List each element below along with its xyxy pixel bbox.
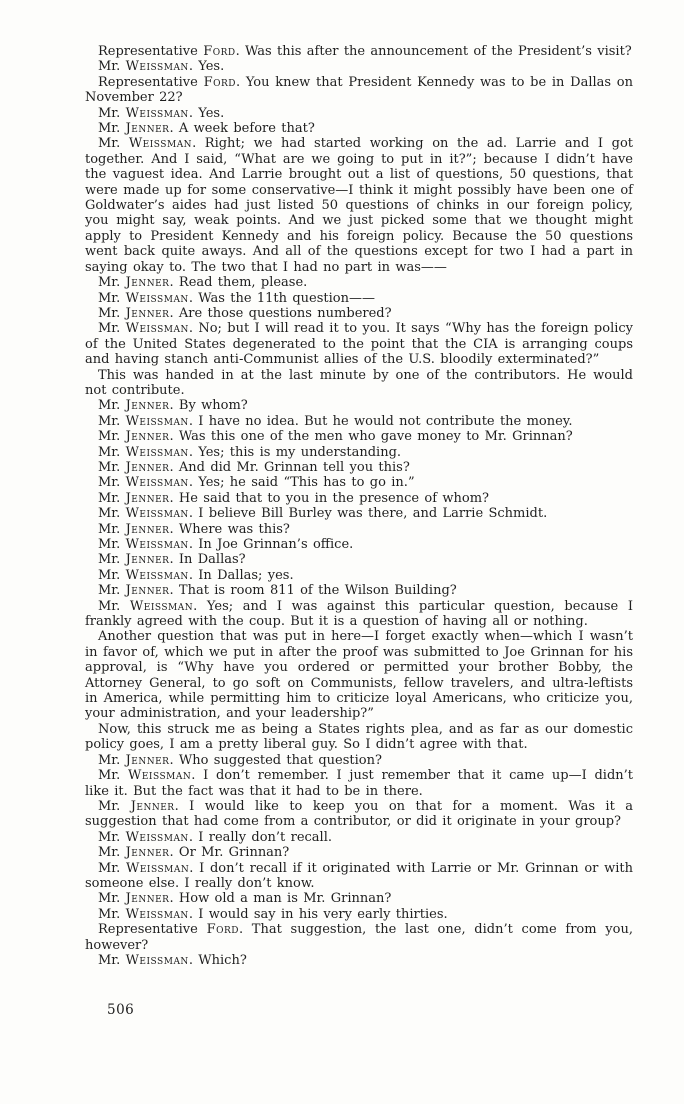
- speaker-prefix: Representative: [98, 44, 204, 59]
- speaker-name: Jenner: [125, 398, 170, 414]
- speech-text: . I have no idea. But he would not contribute the money.: [188, 413, 573, 429]
- transcript-paragraph: [85, 568, 633, 583]
- transcript-paragraph: [85, 907, 633, 922]
- speaker-name: Weissman: [125, 906, 189, 922]
- speaker-prefix: Mr.: [98, 506, 126, 522]
- speaker-prefix: Mr.: [98, 444, 126, 460]
- transcript-paragraph: [85, 475, 633, 490]
- speaker-prefix: Mr.: [98, 59, 126, 75]
- transcript-paragraph: [85, 506, 633, 521]
- speaker-name: Weissman: [129, 598, 194, 614]
- transcript-paragraph: [85, 799, 633, 830]
- speaker-prefix: Mr.: [98, 798, 131, 814]
- speaker-name: Jenner: [125, 521, 170, 537]
- speaker-prefix: Mr.: [98, 490, 126, 506]
- speaker-prefix: Mr.: [98, 952, 126, 968]
- transcript-paragraph: [85, 106, 633, 121]
- speaker-prefix: Mr.: [98, 136, 129, 152]
- transcript-paragraph: [85, 491, 633, 506]
- speech-text: . Are those questions numbered?: [169, 305, 392, 321]
- speech-text: . That suggestion, the last one, didn’t come from you, however?: [85, 922, 633, 953]
- speaker-name: Ford: [203, 44, 236, 59]
- speech-text: . Was the 11th question——: [188, 290, 375, 306]
- speech-text: . He said that to you in the presence of whom?: [169, 490, 490, 506]
- speaker-prefix: Representative: [98, 922, 207, 938]
- speaker-name: Weissman: [125, 290, 189, 306]
- speaker-name: Ford: [203, 74, 236, 90]
- transcript-paragraph: [85, 291, 633, 306]
- speaker-name: Jenner: [125, 583, 170, 599]
- speech-text: . I believe Bill Burley was there, and Larrie Schmidt.: [188, 506, 548, 522]
- transcript-paragraph: [85, 522, 633, 537]
- speaker-prefix: Mr.: [98, 305, 126, 321]
- transcript-paragraph: [85, 861, 633, 892]
- speaker-prefix: Representative: [98, 74, 204, 90]
- speech-text: . You knew that President Kennedy was to be in Dallas on November 22?: [85, 74, 633, 106]
- speech-text: . Was this one of the men who gave money to Mr. Grinnan?: [169, 429, 573, 445]
- speaker-name: Weissman: [125, 444, 189, 460]
- speech-text: . Who suggested that question?: [169, 752, 382, 768]
- speech-text: . By whom?: [169, 398, 248, 414]
- speaker-prefix: Mr.: [98, 429, 126, 445]
- transcript-paragraph: [85, 460, 633, 475]
- speaker-name: Weissman: [125, 829, 189, 845]
- speaker-name: Weissman: [125, 537, 189, 552]
- speaker-prefix: Mr.: [98, 121, 126, 137]
- speaker-name: Weissman: [125, 860, 190, 876]
- transcript-paragraph: [85, 629, 633, 721]
- speech-text: . I would say in his very early thirties.: [188, 906, 448, 922]
- speaker-prefix: Mr.: [98, 768, 128, 784]
- transcript-paragraph: [85, 368, 633, 399]
- speech-text: . Yes; and I was against this particular question, because I frankly agreed with the coup. But it is a question of having all or nothing.: [85, 598, 633, 630]
- transcript-paragraph: [85, 306, 633, 321]
- speaker-prefix: Mr.: [98, 290, 126, 306]
- speaker-prefix: Mr.: [98, 891, 126, 907]
- speaker-name: Jenner: [125, 429, 170, 445]
- transcript-paragraph: [85, 59, 633, 74]
- speaker-name: Weissman: [125, 59, 189, 75]
- transcript-paragraph: [85, 275, 633, 290]
- speaker-prefix: Mr.: [98, 105, 126, 121]
- transcript-paragraph: [85, 768, 633, 799]
- speech-text: . In Joe Grinnan’s office.: [188, 537, 354, 552]
- speaker-name: Weissman: [125, 567, 189, 583]
- speech-text: . Yes.: [188, 105, 225, 121]
- speaker-name: Weissman: [125, 952, 189, 968]
- speaker-prefix: Mr.: [98, 537, 126, 552]
- speaker-name: Jenner: [125, 459, 170, 475]
- speech-text: . In Dallas; yes.: [188, 567, 294, 583]
- transcript-paragraph: [85, 121, 633, 136]
- speech-text: . Which?: [188, 952, 247, 968]
- speech-text: . Or Mr. Grinnan?: [169, 845, 290, 861]
- speaker-name: Jenner: [130, 798, 175, 814]
- speaker-name: Weissman: [125, 506, 189, 522]
- speaker-name: Jenner: [125, 305, 170, 321]
- speaker-name: Weissman: [128, 136, 193, 152]
- speaker-prefix: Mr.: [98, 752, 126, 768]
- speech-text: . Yes.: [188, 59, 225, 75]
- speech-text: . I don’t remember. I just remember that it came up—I didn’t like it. But the fact was that it had to be in there.: [85, 768, 634, 799]
- speech-text: . I really don’t recall.: [188, 829, 332, 845]
- speaker-prefix: Mr.: [98, 845, 126, 861]
- speaker-prefix: Mr.: [98, 906, 126, 922]
- transcript-paragraph: [85, 429, 633, 444]
- speaker-prefix: Mr.: [98, 459, 126, 475]
- speech-text: . How old a man is Mr. Grinnan?: [169, 891, 392, 907]
- transcript-paragraph: [85, 398, 633, 413]
- speech-text: . Was this after the announcement of the President’s visit?: [235, 44, 632, 59]
- speech-text: . No; but I will read it to you. It says “Why has the foreign policy of the United States degenerated to the point that the CIA is arranging coups and having stanch anti-Communist allies of the U.S. bloodily exterminated?”: [85, 321, 634, 368]
- speaker-prefix: Mr.: [98, 475, 126, 491]
- speaker-prefix: Mr.: [98, 583, 126, 599]
- speaker-name: Jenner: [125, 752, 170, 768]
- speech-text: . Read them, please.: [169, 275, 308, 291]
- speaker-prefix: Mr.: [98, 275, 126, 291]
- transcript-paragraph: [85, 537, 633, 552]
- speaker-name: Weissman: [125, 321, 189, 337]
- transcript-paragraph: [85, 722, 633, 753]
- transcript-paragraph: [85, 753, 633, 768]
- transcript: [85, 44, 633, 968]
- transcript-paragraph: [85, 445, 633, 460]
- speaker-prefix: Mr.: [98, 521, 126, 537]
- transcript-paragraph: [85, 75, 633, 106]
- transcript-paragraph: [85, 552, 633, 567]
- speaker-name: Jenner: [125, 552, 170, 568]
- speaker-prefix: Mr.: [98, 321, 126, 337]
- speech-text: Another question that was put in here—I forget exactly when—which I wasn’t in favor of, which we put in after the proof was submitted to Joe Grinnan for his approval, is “Why have you ordered or permitted your brother Bobby, the Attorney General, to go soft on Communists, fellow travelers, and ultra-leftists in America, while permitting him to criticize loyal Americans, who criticize you, your administration, and your leadership?”: [85, 629, 633, 722]
- speech-text: . I don’t recall if it originated with Larrie or Mr. Grinnan or with someone else. I really don’t know.: [85, 860, 634, 891]
- speaker-prefix: Mr.: [98, 567, 126, 583]
- speech-text: . Yes; he said “This has to go in.”: [188, 475, 415, 491]
- transcript-paragraph: [85, 845, 633, 860]
- speaker-name: Jenner: [125, 845, 170, 861]
- speaker-name: Weissman: [125, 475, 189, 491]
- speaker-name: Weissman: [125, 413, 189, 429]
- speech-text: . Right; we had started working on the ad. Larrie and I got together. And I said, “What are we going to put in it?”; because I didn’t have the vaguest idea. And Larrie brought out a list of questions, 50 questions, that were made up for some conservative—I think it might possibly have been one of Goldwater’s aides had just listed 50 questions of chinks in our foreign policy, you might say, weak points. And we just picked some that we thought might apply to President Kennedy and his foreign policy. Because the 50 questions went back quite aways. And all of the questions except for two I had a part in saying okay to. The two that I had no part in was——: [85, 136, 633, 275]
- speech-text: . And did Mr. Grinnan tell you this?: [169, 459, 410, 475]
- transcript-paragraph: [85, 414, 633, 429]
- transcript-paragraph: [85, 583, 633, 598]
- page-number: 506: [107, 1002, 135, 1018]
- speech-text: This was handed in at the last minute by one of the contributors. He would not contribute.: [85, 367, 633, 398]
- transcript-paragraph: [85, 321, 633, 367]
- speaker-name: Jenner: [125, 490, 170, 506]
- speaker-name: Jenner: [125, 121, 170, 137]
- transcript-paragraph: [85, 44, 633, 59]
- transcript-paragraph: [85, 922, 633, 953]
- speech-text: . Where was this?: [169, 521, 290, 537]
- transcript-paragraph: [85, 953, 633, 968]
- transcript-paragraph: [85, 136, 633, 275]
- speaker-prefix: Mr.: [98, 829, 126, 845]
- speech-text: . That is room 811 of the Wilson Building?: [169, 583, 457, 599]
- speech-text: Now, this struck me as being a States rights plea, and as far as our domestic policy goes, I am a pretty liberal guy. So I didn’t agree with that.: [85, 721, 633, 753]
- transcript-paragraph: [85, 599, 633, 630]
- transcript-paragraph: [85, 891, 633, 906]
- speaker-name: Jenner: [125, 891, 170, 907]
- speech-text: . A week before that?: [169, 121, 315, 137]
- speaker-name: Weissman: [127, 768, 192, 784]
- speaker-prefix: Mr.: [98, 598, 130, 614]
- speaker-prefix: Mr.: [98, 552, 126, 568]
- speaker-prefix: Mr.: [98, 413, 126, 429]
- transcript-paragraph: [85, 830, 633, 845]
- speaker-prefix: Mr.: [98, 860, 126, 876]
- speech-text: . Yes; this is my understanding.: [188, 444, 402, 460]
- speaker-name: Jenner: [125, 275, 170, 291]
- speech-text: . In Dallas?: [169, 552, 246, 568]
- speaker-name: Weissman: [125, 105, 189, 121]
- speech-text: . I would like to keep you on that for a moment. Was it a suggestion that had come from a contributor, or did it originate in your group?: [85, 798, 634, 830]
- speaker-name: Ford: [206, 922, 239, 938]
- speaker-prefix: Mr.: [98, 398, 126, 414]
